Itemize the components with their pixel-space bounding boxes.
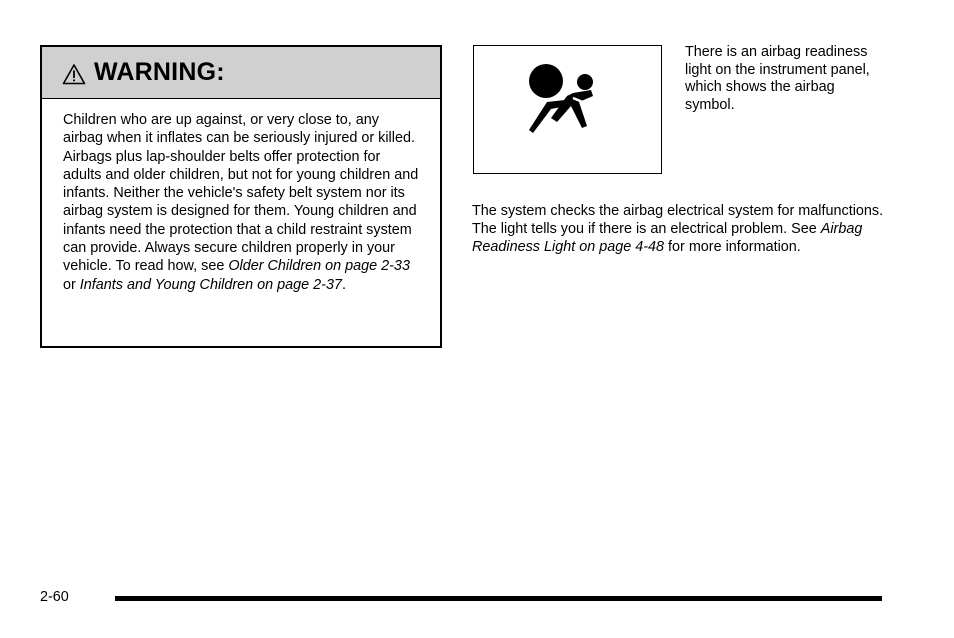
warning-text: Children who are up against, or very close to, any airbag when it inflates can be seriously injured or killed. Airbags plus lap-shoulder belts offer protection for adults and older children, but not for young children and infants. Neither the vehicle's safety belt system nor its airbag system is designed for them. Young children and infants need the protection that a child restraint system can provide. Always secure children properly in your vehicle. To read how, see: [63, 112, 419, 275]
paragraph-end: for more information.: [664, 238, 801, 255]
infants-young-children-link[interactable]: Infants and Young Children on page 2-37: [79, 276, 342, 293]
warning-title: WARNING:: [94, 58, 225, 86]
warning-triangle-icon: [62, 63, 86, 85]
paragraph-text: The system checks the airbag electrical system for malfunctions. The light tells you if there is an electrical problem. See: [472, 203, 884, 237]
warning-box: [40, 45, 442, 348]
footer-rule: [115, 596, 882, 601]
symbol-caption: There is an airbag readiness light on the instrument panel, which shows the airbag symbol.: [685, 44, 870, 114]
older-children-link[interactable]: Older Children on page 2-33: [228, 258, 410, 275]
airbag-symbol-icon: [525, 62, 605, 142]
system-check-paragraph: [472, 203, 892, 257]
airbag-symbol-frame: [473, 45, 662, 174]
warning-connector: or: [63, 276, 80, 293]
page-number: 2-60: [40, 589, 69, 605]
airbag-readiness-light-link[interactable]: Airbag Readiness Light on page 4-48: [472, 220, 863, 255]
warning-body: [42, 99, 440, 294]
warning-end: .: [341, 276, 346, 293]
warning-header: [42, 47, 440, 99]
